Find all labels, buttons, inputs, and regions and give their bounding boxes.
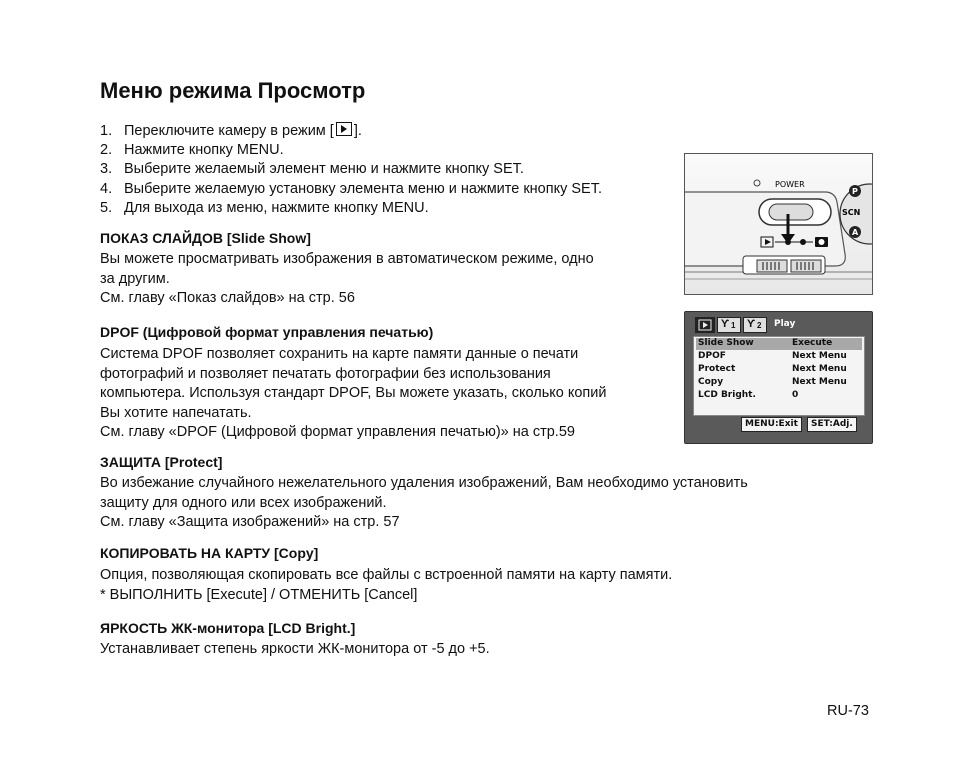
section-heading-lcd-bright: ЯРКОСТЬ ЖК-монитора [LCD Bright.] <box>100 620 356 636</box>
power-label: POWER <box>775 180 805 189</box>
camera-illustration <box>684 153 873 295</box>
menu-item-dpof[interactable]: DPOF Next Menu <box>698 351 847 361</box>
step-5: 5. Для выхода из меню, нажмите кнопку MENU. <box>100 200 429 216</box>
page-title: Меню режима Просмотр <box>100 78 366 103</box>
wrench-icon: Ƴ <box>721 318 730 330</box>
footer-set-adj: SET:Adj. <box>807 417 857 432</box>
section-text-protect: Во избежание случайного нежелательного удаления изображений, Вам необходимо установить защиту для одного или всех изображений. См. главу «Защита изображений» на стр. 57 <box>100 475 748 530</box>
page-number: RU-73 <box>827 703 869 719</box>
menu-item-lcd-bright[interactable]: LCD Bright. 0 <box>698 390 799 400</box>
tab-setup-1[interactable]: Ƴ 1 <box>717 317 741 333</box>
play-mode-icon <box>336 122 352 136</box>
section-text-copy: Опция, позволяющая скопировать все файлы с встроенной памяти на карту памяти. * ВЫПОЛНИТЬ [Execute] / ОТМЕНИТЬ [Cancel] <box>100 567 673 603</box>
menu-item-slideshow[interactable]: Slide Show Execute <box>696 338 862 350</box>
section-heading-dpof: DPOF (Цифровой формат управления печатью) <box>100 324 434 340</box>
lcd-menu-list <box>693 336 865 416</box>
tab-setup-2[interactable]: Ƴ 2 <box>743 317 767 333</box>
svg-text:A: A <box>852 228 859 237</box>
mode-switch-knob[interactable] <box>769 204 813 220</box>
power-led-icon <box>754 180 760 186</box>
svg-text:P: P <box>852 187 858 196</box>
camera-top-drawing <box>685 154 872 294</box>
step-2: 2. Нажмите кнопку MENU. <box>100 142 284 158</box>
step-1: 1. Переключите камеру в режим [ ]. <box>100 123 362 139</box>
lcd-menu-screen <box>684 311 873 444</box>
tab-title: Play <box>774 319 796 329</box>
section-text-lcd-bright: Устанавливает степень яркости ЖК-монитора от -5 до +5. <box>100 641 490 657</box>
section-text-slideshow: Вы можете просматривать изображения в автоматическом режиме, одно за другим. См. главу «Показ слайдов» на стр. 56 <box>100 251 594 306</box>
section-heading-copy: КОПИРОВАТЬ НА КАРТУ [Copy] <box>100 545 319 561</box>
section-heading-protect: ЗАЩИТА [Protect] <box>100 454 223 470</box>
wrench-icon: Ƴ <box>747 318 756 330</box>
menu-item-copy[interactable]: Copy Next Menu <box>698 377 847 387</box>
footer-menu-exit: MENU:Exit <box>741 417 802 432</box>
scn-label: SCN <box>842 208 861 217</box>
step-4: 4. Выберите желаемую установку элемента меню и нажмите кнопку SET. <box>100 181 603 197</box>
tab-play[interactable] <box>695 317 715 333</box>
step-3: 3. Выберите желаемый элемент меню и нажмите кнопку SET. <box>100 161 524 177</box>
section-text-dpof: Система DPOF позволяет сохранить на карте памяти данные о печати фотографий и позволяет печатать фотографии без использования компьютера. Используя стандарт DPOF, Вы можете указать, сколько копий Вы хотите напечатать. См. главу «DPOF (Цифровой формат управления печатью)» на стр.59 <box>100 346 607 440</box>
section-heading-slideshow: ПОКАЗ СЛАЙДОВ [Slide Show] <box>100 230 311 246</box>
menu-item-protect[interactable]: Protect Next Menu <box>698 364 847 374</box>
